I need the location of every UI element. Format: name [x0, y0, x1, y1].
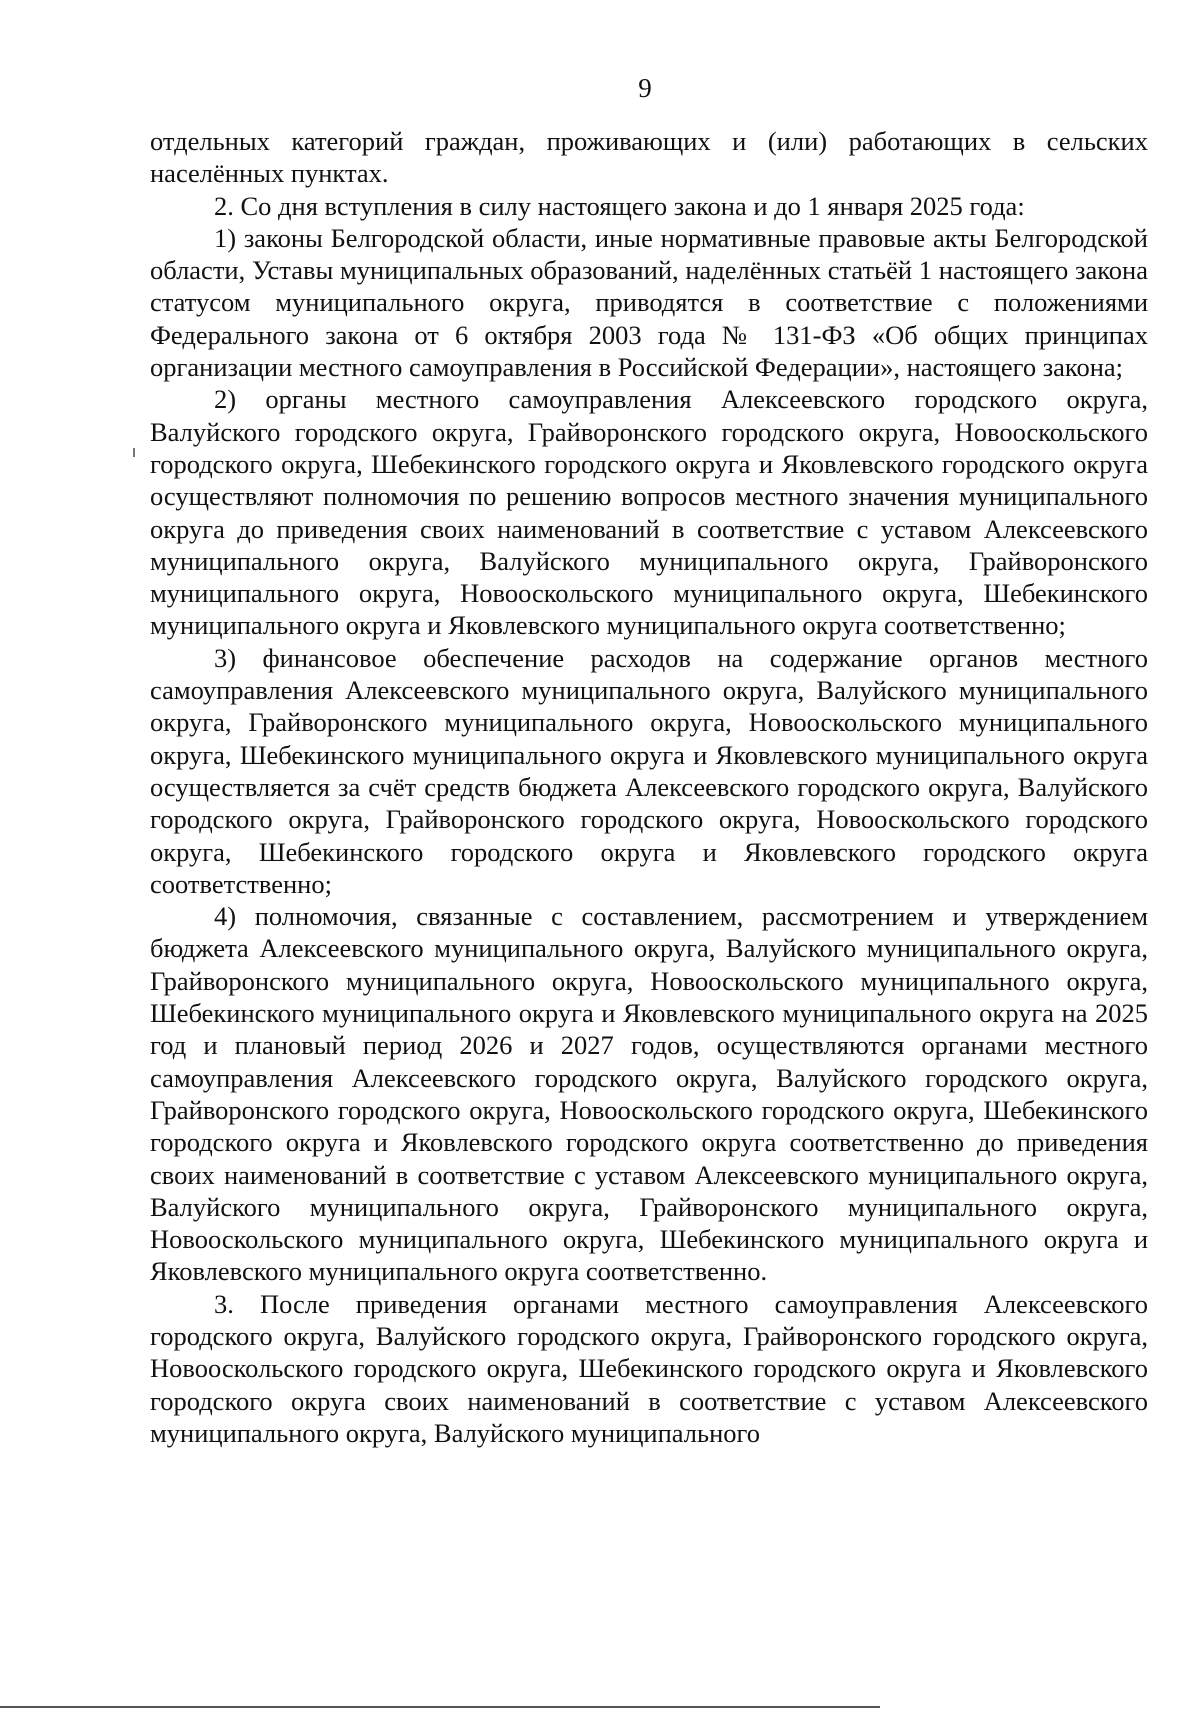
page-number: 9: [638, 73, 652, 103]
paragraph-subitem-3: 3) финансовое обеспечение расходов на содержание органов местного самоуправления Алексеевского муниципального округа, Валуйского муниципального округа, Грайворонского муниципального округа, Новооскольского муниципального округа, Шебекинского муниципального округа и Яковлевского муниципального округа осуществляется за счёт средств бюджета Алексеевского городского округа, Валуйского городского округа, Грайворонского городского округа, Новооскольского городского округа, Шебекинского городского округа и Яковлевского городского округа соответственно;: [150, 642, 1148, 899]
paragraph-subitem-4: 4) полномочия, связанные с составлением, рассмотрением и утверждением бюджета Алексеевского муниципального округа, Валуйского муниципального округа, Грайворонского муниципального округа, Новооскольского муниципального округа, Шебекинского муниципального округа и Яковлевского муниципального округа на 2025 год и плановый период 2026 и 2027 годов, осуществляются органами местного самоуправления Алексеевского городского округа, Валуйского городского округа, Грайворонского городского округа, Новооскольского городского округа, Шебекинского городского округа и Яковлевского городского округа соответственно до приведения своих наименований в соответствие с уставом Алексеевского муниципального округа, Валуйского муниципального округа, Грайворонского муниципального округа, Новооскольского муниципального округа, Шебекинского муниципального округа и Яковлевского муниципального округа соответственно.: [150, 901, 1148, 1287]
paragraph-subitem-2: 2) органы местного самоуправления Алексеевского городского округа, Валуйского городского округа, Грайворонского городского округа, Новооскольского городского округа, Шебекинского городского округа и Яковлевского городского округа осуществляют полномочия по решению вопросов местного значения муниципального округа до приведения своих наименований в соответствие с уставом Алексеевского муниципального округа, Валуйского муниципального округа, Грайворонского муниципального округа, Новооскольского муниципального округа, Шебекинского муниципального округа и Яковлевского муниципального округа соответственно;: [150, 384, 1148, 641]
paragraph-continuation: отдельных категорий граждан, проживающих и (или) работающих в сельских населённых пунктах.: [150, 126, 1148, 189]
document-body: [150, 125, 1148, 1449]
page-bottom-rule: [0, 1706, 880, 1708]
paragraph-subitem-1: 1) законы Белгородской области, иные нормативные правовые акты Белгородской области, Уставы муниципальных образований, наделённых статьёй 1 настоящего закона статусом муниципального округа, приводятся в соответствие с положениями Федерального закона от 6 октября 2003 года № 131-ФЗ «Об общих принципах организации местного самоуправления в Российской Федерации», настоящего закона;: [150, 222, 1148, 383]
paragraph-item-2: 2. Со дня вступления в силу настоящего закона и до 1 января 2025 года:: [214, 190, 1025, 221]
paragraph-item-3: 3. После приведения органами местного самоуправления Алексеевского городского округа, Валуйского городского округа, Грайворонского городского округа, Новооскольского городского округа, Шебекинского городского округа и Яковлевского городского округа своих наименований в соответствие с уставом Алексеевского муниципального округа, Валуйского муниципального: [150, 1288, 1148, 1448]
scan-artifact-mark: [133, 448, 135, 457]
